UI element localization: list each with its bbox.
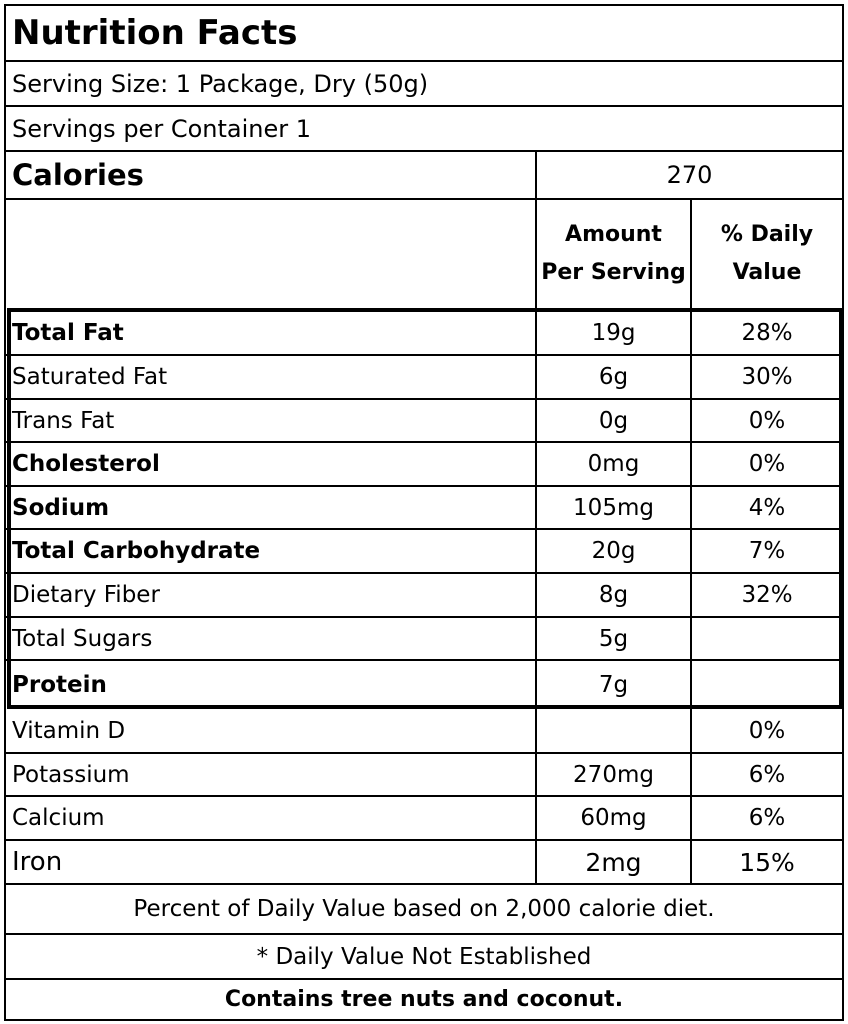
nutrient-name: Sodium (12, 494, 110, 521)
amount-header-line2: Per Serving (541, 260, 686, 285)
allergen-statement: Contains tree nuts and coconut. (224, 987, 624, 1012)
nutrition-facts-label (4, 4, 844, 1021)
nutrient-name: Total Fat (12, 320, 124, 346)
nutrient-name: Total Sugars (12, 625, 153, 652)
vitamin-daily-value: 6% (690, 754, 842, 795)
nutrient-name: Dietary Fiber (12, 582, 160, 608)
calories-row (6, 152, 842, 200)
daily-value-basis-row (6, 885, 842, 935)
vitamin-amount: 270mg (535, 754, 690, 795)
vitamin-daily-value: 15% (690, 841, 842, 883)
calories-label: Calories (12, 158, 144, 192)
not-established-note: * Daily Value Not Established (256, 943, 592, 970)
nutrient-daily-value: 0% (690, 400, 842, 441)
amount-header-line1: Amount (565, 222, 662, 247)
nutrient-name: Saturated Fat (12, 364, 168, 390)
vitamin-daily-value: 6% (690, 797, 842, 839)
vitamin-name: Iron (12, 847, 63, 877)
table-row (6, 356, 842, 400)
nutrient-amount: 20g (535, 530, 690, 572)
table-row (6, 754, 842, 797)
table-row (6, 797, 842, 841)
column-header-row (6, 200, 842, 308)
daily-value-header-line2: Value (732, 260, 802, 285)
vitamin-amount: 2mg (535, 841, 690, 883)
servings-per-container: Servings per Container 1 (12, 114, 311, 143)
nutrient-amount: 6g (535, 356, 690, 398)
table-row (6, 661, 842, 709)
table-row (6, 574, 842, 618)
table-row (6, 530, 842, 574)
calories-value: 270 (535, 152, 842, 198)
serving-size: Serving Size: 1 Package, Dry (50g) (12, 69, 429, 98)
nutrient-name: Trans Fat (12, 407, 115, 434)
daily-value-header-line1: % Daily (720, 222, 814, 247)
vitamin-amount: 60mg (535, 797, 690, 839)
nutrient-daily-value: 0% (690, 443, 842, 485)
nutrient-amount: 0mg (535, 443, 690, 485)
daily-value-header (690, 200, 842, 308)
vitamin-daily-value: 0% (690, 709, 842, 752)
table-row (6, 400, 842, 443)
vitamin-name: Vitamin D (12, 717, 126, 744)
table-row (6, 709, 842, 754)
nutrient-daily-value: 7% (690, 530, 842, 572)
vitamin-name: Potassium (12, 761, 130, 788)
nutrient-name: Cholesterol (12, 451, 160, 477)
nutrient-amount: 7g (535, 661, 690, 709)
nutrient-daily-value: 28% (690, 312, 842, 354)
page-title: Nutrition Facts (12, 13, 298, 53)
nutrient-amount: 0g (535, 400, 690, 441)
table-row (6, 841, 842, 885)
table-row (6, 487, 842, 530)
table-row (6, 443, 842, 487)
vitamin-name: Calcium (12, 805, 105, 831)
serving-size-row (6, 62, 842, 107)
allergen-row (6, 980, 842, 1019)
nutrient-amount: 8g (535, 574, 690, 616)
daily-value-basis-note: Percent of Daily Value based on 2,000 calorie diet. (133, 896, 715, 922)
not-established-row (6, 935, 842, 980)
nutrient-amount: 105mg (535, 487, 690, 528)
header-blank (6, 200, 535, 308)
amount-header (535, 200, 690, 308)
nutrient-amount: 19g (535, 312, 690, 354)
nutrient-daily-value (690, 661, 842, 709)
nutrient-daily-value (690, 618, 842, 659)
table-row (6, 312, 842, 356)
servings-per-container-row (6, 107, 842, 152)
nutrient-daily-value: 4% (690, 487, 842, 528)
nutrient-name: Total Carbohydrate (12, 538, 261, 564)
vitamin-amount (535, 709, 690, 752)
nutrient-name: Protein (12, 672, 107, 698)
nutrient-amount: 5g (535, 618, 690, 659)
nutrient-daily-value: 32% (690, 574, 842, 616)
title-row (6, 6, 842, 62)
nutrient-daily-value: 30% (690, 356, 842, 398)
table-row (6, 618, 842, 661)
